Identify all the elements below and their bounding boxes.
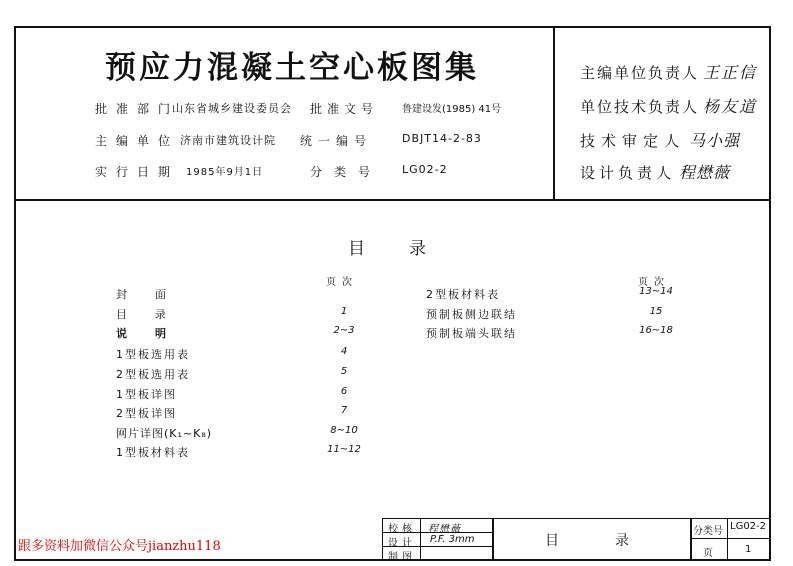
toc-page: 4 (340, 346, 348, 357)
toc-page: 8~10 (330, 425, 358, 436)
checker-label: 校核 (388, 524, 416, 535)
toc-item: 封 面 (116, 288, 168, 301)
page-label: 页 (703, 548, 717, 559)
title-block-rule (727, 518, 728, 561)
signature-name: 程懋薇 (679, 163, 731, 182)
effective-date-label: 实行日期 (95, 165, 180, 179)
toc-page: 2~3 (333, 325, 355, 336)
toc-item: 目 录 (116, 308, 168, 321)
toc-item: 1型板详图 (116, 388, 177, 401)
signature-row (580, 160, 730, 183)
toc-page: 16~18 (639, 325, 673, 336)
class-number-label: 分类号 (693, 526, 723, 537)
toc-item: 1型板选用表 (116, 348, 190, 361)
header-divider-vertical (553, 26, 555, 201)
toc-page: 11~12 (327, 444, 361, 455)
toc-item: 网片详图(K₁~K₈) (116, 427, 213, 440)
toc-item: 预制板端头联结 (426, 327, 517, 340)
approval-dept-label: 批准部门 (95, 102, 180, 116)
title-block-rule (690, 538, 771, 539)
toc-page: 6 (340, 386, 348, 397)
unified-number-label: 统一编号 (300, 134, 373, 148)
signature-row (580, 94, 757, 117)
checker-signature: 程懋薇 (428, 524, 461, 535)
approval-dept-value: 山东省城乡建设委员会 (172, 102, 292, 115)
unified-number-value: DBJT14-2-83 (402, 132, 482, 145)
chief-unit-label: 主编单位 (95, 134, 180, 148)
approval-doc-value: 鲁建设发(1985) 41号 (402, 104, 502, 115)
class-number-label: 分类号 (310, 165, 383, 179)
title-block-rule (690, 518, 692, 561)
drafter-label: 制图 (388, 552, 416, 563)
toc-item: 2型板材料表 (426, 288, 500, 301)
signature-name: 马小强 (689, 131, 741, 150)
signature-role: 设计负责人 (580, 164, 676, 182)
designer-signature: P.F. 3mm (430, 534, 475, 545)
toc-page: 15 (649, 306, 663, 317)
watermark-text: 跟多资料加微信公众号jianzhu118 (18, 539, 221, 554)
header-divider-horizontal (14, 199, 771, 201)
page-value: 1 (745, 544, 756, 555)
toc-page: 13~14 (639, 286, 673, 297)
toc-item: 说 明 (116, 327, 168, 340)
signature-name: 王正信 (703, 63, 758, 82)
class-number-value: LG02-2 (402, 163, 448, 176)
signature-name: 杨友道 (703, 97, 758, 116)
toc-page-header-left: 页次 (326, 277, 358, 288)
toc-page: 7 (340, 405, 348, 416)
toc-item: 2型板选用表 (116, 368, 190, 381)
signature-row (580, 128, 740, 151)
toc-item: 1型板材料表 (116, 446, 190, 459)
sheet-name: 目录 (545, 533, 685, 549)
signature-row (580, 60, 757, 83)
toc-item: 2型板详图 (116, 407, 177, 420)
toc-page: 5 (340, 366, 348, 377)
approval-doc-label: 批准文号 (310, 102, 379, 116)
signature-role: 单位技术负责人 (580, 98, 700, 116)
toc-page: 1 (340, 306, 348, 317)
toc-title: 目录 (348, 239, 470, 259)
title-block-rule (420, 518, 421, 561)
title-block-rule (492, 518, 494, 561)
toc-item: 预制板侧边联结 (426, 308, 517, 321)
signature-role: 主编单位负责人 (580, 64, 700, 82)
effective-date-value: 1985年9月1日 (186, 167, 264, 178)
chief-unit-value: 济南市建筑设计院 (180, 134, 276, 147)
class-number-value: LG02-2 (730, 521, 767, 532)
signature-role: 技术审定人 (580, 132, 686, 150)
atlas-title: 预应力混凝土空心板图集 (105, 50, 479, 86)
designer-label: 设计 (388, 538, 416, 549)
toc-page-header-right: 页次 (638, 277, 670, 288)
